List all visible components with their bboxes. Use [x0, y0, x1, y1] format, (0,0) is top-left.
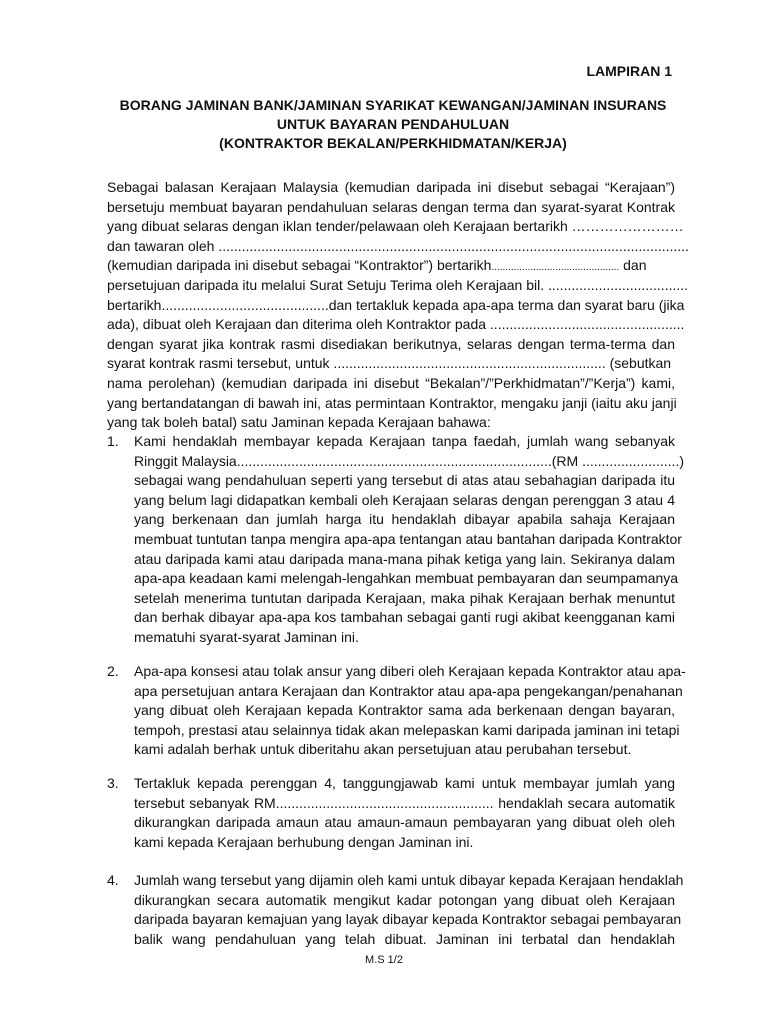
item-number: 3.: [107, 775, 119, 791]
item-line: apa persetujuan antara Kerajaan dan Kontraktor atau apa-apa pengekangan/penahanan: [134, 682, 683, 699]
intro-line: nama perolehan) (kemudian daripada ini disebut “Bekalan”/”Perkhidmatan”/”Kerja”) kami,: [107, 374, 675, 391]
intro-line-5-text: (kemudian daripada ini disebut sebagai “Kontraktor”) bertarikh: [107, 257, 492, 274]
item-number: 2.: [107, 663, 119, 679]
intro-line-5-tail: dan: [619, 257, 647, 274]
item-line: yang berkenaan dan jumlah harga itu hendaklah dibayar apabila sahaja Kerajaan: [134, 511, 675, 528]
appendix-label: LAMPIRAN 1: [586, 63, 672, 79]
intro-line: dengan syarat jika kontrak rasmi disediakan berikutnya, selaras dengan terma-terma dan: [107, 335, 675, 352]
item-line: mematuhi syarat-syarat Jaminan ini.: [134, 628, 359, 645]
item-number: 4.: [107, 872, 119, 888]
item-line: balik wang pendahuluan yang telah dibuat. Jaminan ini terbatal dan hendaklah: [134, 930, 675, 947]
item-line: atau daripada kami atau daripada mana-mana pihak ketiga yang lain. Sekiranya dalam: [134, 550, 675, 567]
intro-line: yang tak boleh batal) satu Jaminan kepada Kerajaan bahawa:: [107, 414, 491, 431]
item-line: tersebut sebanyak RM........................................................ hendaklah secara automatik: [134, 794, 675, 811]
intro-paragraph: [107, 178, 689, 433]
intro-line: Sebagai balasan Kerajaan Malaysia (kemudian daripada ini disebut sebagai “Kerajaan”): [107, 179, 675, 195]
item-line: apa-apa keadaan kami melengah-lengahkan membuat pembayaran dan seumpamanya: [134, 570, 679, 587]
title-line-3: (KONTRAKTOR BEKALAN/PERKHIDMATAN/KERJA): [219, 135, 567, 151]
intro-line: ada), dibuat oleh Kerajaan dan diterima oleh Kontraktor pada ..................................................: [107, 316, 685, 333]
item-line: setelah menerima tuntutan daripada Kerajaan, maka pihak Kerajaan berhak menuntut: [134, 589, 675, 606]
intro-line: persetujuan daripada itu melalui Surat Setuju Terima oleh Kerajaan bil. ....................................: [107, 276, 689, 293]
page-number: M.S 1/2: [365, 954, 403, 966]
intro-line: bersetuju membuat bayaran pendahuluan selaras dengan terma dan syarat-syarat Kontrak: [107, 198, 675, 215]
form-title: [100, 96, 686, 153]
item-body: [134, 662, 686, 760]
item-line: kami kepada Kerajaan berhubung dengan Jaminan ini.: [134, 833, 474, 850]
item-line: dikurangkan daripada amaun atau amaun-amaun pembayaran yang dibuat oleh oleh: [134, 814, 675, 831]
item-line: yang belum lagi didapatkan kembali oleh Kerajaan selaras dengan perenggan 3 atau 4: [134, 491, 675, 508]
item-line: dan berhak dibayar apa-apa kos tambahan sebagai ganti rugi akibat keengganan kami: [134, 609, 675, 626]
intro-line: dan tawaran oleh .........................................................................................................................: [107, 237, 689, 254]
item-line: daripada bayaran kemajuan yang layak dibayar kepada Kontraktor sebagai pembayaran: [134, 911, 682, 928]
item-line: Tertakluk kepada perenggan 4, tanggungjawab kami untuk membayar jumlah yang: [134, 775, 675, 791]
item-line: Ringgit Malaysia.................................................................................(RM .........................): [134, 452, 684, 469]
intro-line: yang dibuat selaras dengan iklan tender/pelawaan oleh Kerajaan bertarikh ……………………: [107, 218, 684, 235]
item-line: sebagai wang pendahuluan seperti yang tersebut di atas atau sebahagian daripada itu: [134, 472, 675, 489]
item-number: 1.: [107, 433, 119, 449]
intro-line: syarat kontrak rasmi tersebut, untuk ...................................................................... (sebutkan: [107, 355, 672, 372]
item-line: Apa-apa konsesi atau tolak ansur yang diberi oleh Kerajaan kepada Kontraktor atau apa-: [134, 663, 686, 679]
item-line: dikurangkan secara automatik mengikut kadar potongan yang dibuat oleh Kerajaan: [134, 891, 675, 908]
item-line: kami adalah berhak untuk diberitahu akan persetujuan atau perubahan tersebut.: [134, 741, 632, 758]
item-line: Kami hendaklah membayar kepada Kerajaan tanpa faedah, jumlah wang sebanyak: [134, 433, 675, 449]
title-line-1: BORANG JAMINAN BANK/JAMINAN SYARIKAT KEWANGAN/JAMINAN INSURANS: [119, 97, 667, 113]
item-line: tempoh, prestasi atau selainnya tidak akan melepaskan kami daripada jaminan ini tetapi: [134, 721, 680, 738]
intro-line: [107, 256, 675, 276]
item-body: [134, 774, 675, 852]
title-line-2: UNTUK BAYARAN PENDAHULUAN: [276, 116, 510, 132]
intro-line: yang bertandatangan di bawah ini, atas permintaan Kontraktor, mengaku janji (iaitu aku janji: [107, 394, 677, 411]
intro-line: bertarikh...........................................dan tertakluk kepada apa-apa terma dan syarat baru (jika: [107, 296, 685, 313]
item-line: membuat tuntutan tanpa mengira apa-apa tentangan atau bantahan daripada Kontraktor: [134, 530, 682, 547]
intro-line-5-dots: ..............................................: [491, 262, 620, 274]
item-line: Jumlah wang tersebut yang dijamin oleh kami untuk dibayar kepada Kerajaan hendaklah: [134, 872, 684, 888]
item-body: [134, 432, 684, 648]
item-line: yang dibuat oleh Kerajaan kepada Kontraktor sama ada berkenaan dengan bayaran,: [134, 702, 675, 719]
item-body: [134, 871, 684, 949]
